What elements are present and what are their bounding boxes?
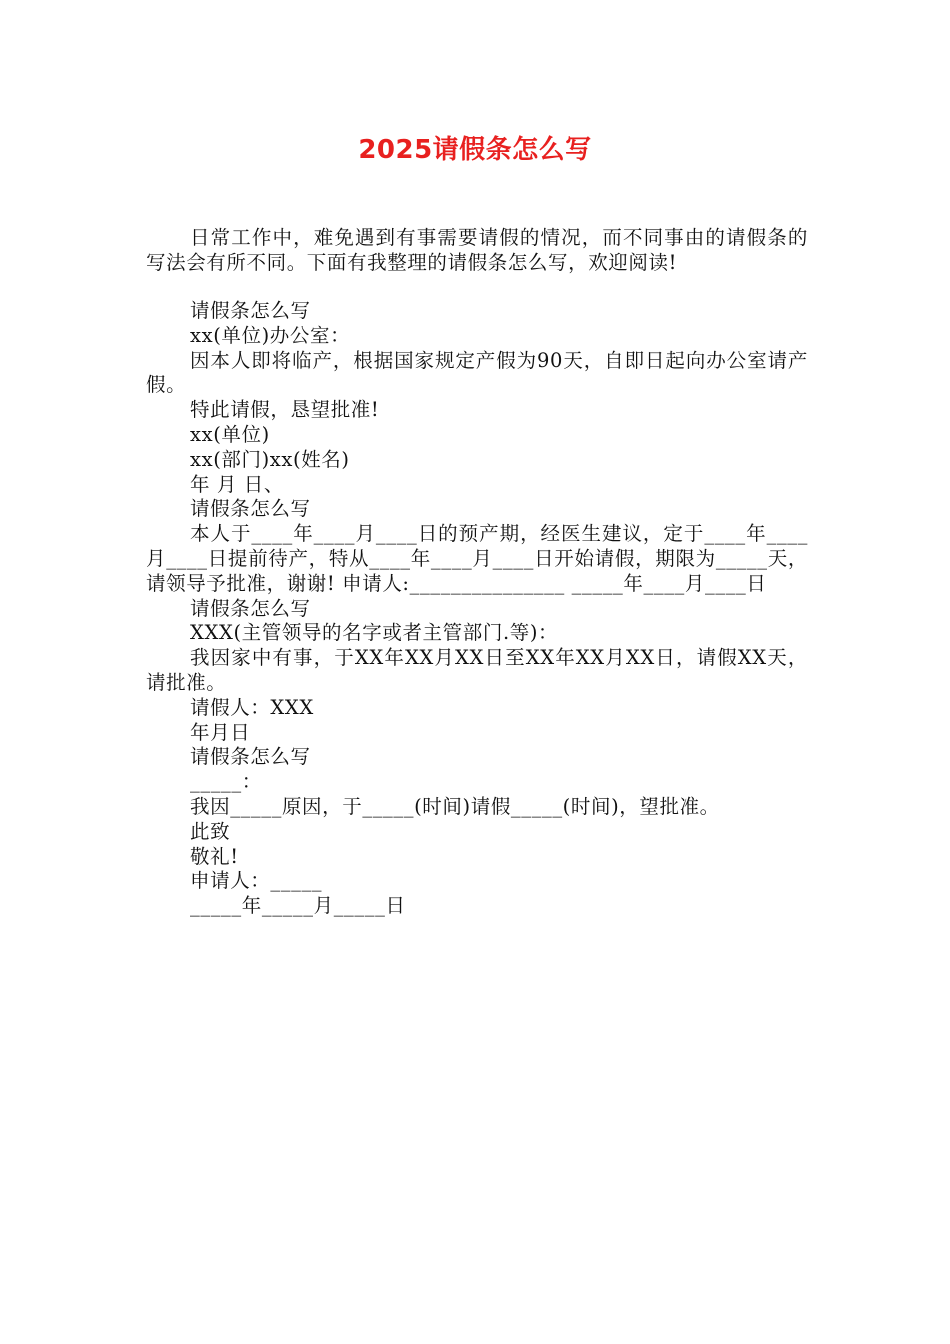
signature-unit: xx(单位) <box>190 422 270 446</box>
closing-line: 敬礼! <box>190 844 239 868</box>
body-paragraph: 因本人即将临产，根据国家规定产假为90天，自即日起向办公室请产假。 <box>146 348 808 397</box>
signature-name: xx(部门)xx(姓名) <box>190 447 350 471</box>
addressee-line: xx(单位)办公室： <box>190 323 351 347</box>
body-paragraph: 本人于____年____月____日的预产期，经医生建议，定于____年____月____日提前待产，特从____年____月____日开始请假，期限为_____天，请领导予批准，谢谢! 申请人:_______________ _____年____月____日 <box>146 522 808 595</box>
section-heading: 请假条怎么写 <box>190 745 311 769</box>
section-heading: 请假条怎么写 <box>190 596 311 620</box>
date-line: 年 月 日、 <box>190 472 284 496</box>
signature-name: 申请人：_____ <box>190 869 323 893</box>
signature-name: 请假人：XXX <box>190 695 314 719</box>
body-paragraph: 我因家中有事，于XX年XX月XX日至XX年XX月XX日，请假XX天，请批准。 <box>146 646 808 694</box>
document-body <box>146 225 808 919</box>
addressee-line: _____： <box>190 770 262 794</box>
document-title: 2025请假条怎么写 <box>358 135 592 165</box>
closing-line: 此致 <box>190 819 231 843</box>
closing-line: 特此请假，恳望批准! <box>190 398 380 422</box>
addressee-line: XXX(主管领导的名字或者主管部门.等)： <box>190 621 559 645</box>
intro-paragraph: 日常工作中，难免遇到有事需要请假的情况，而不同事由的请假条的写法会有所不同。下面有我整理的请假条怎么写，欢迎阅读! <box>146 226 808 274</box>
section-heading: 请假条怎么写 <box>190 299 311 322</box>
date-line: _____年_____月_____日 <box>190 894 406 918</box>
section-heading: 请假条怎么写 <box>190 497 311 521</box>
body-paragraph: 我因_____原因，于_____(时间)请假_____(时间)，望批准。 <box>190 794 720 818</box>
date-line: 年月日 <box>190 720 251 744</box>
